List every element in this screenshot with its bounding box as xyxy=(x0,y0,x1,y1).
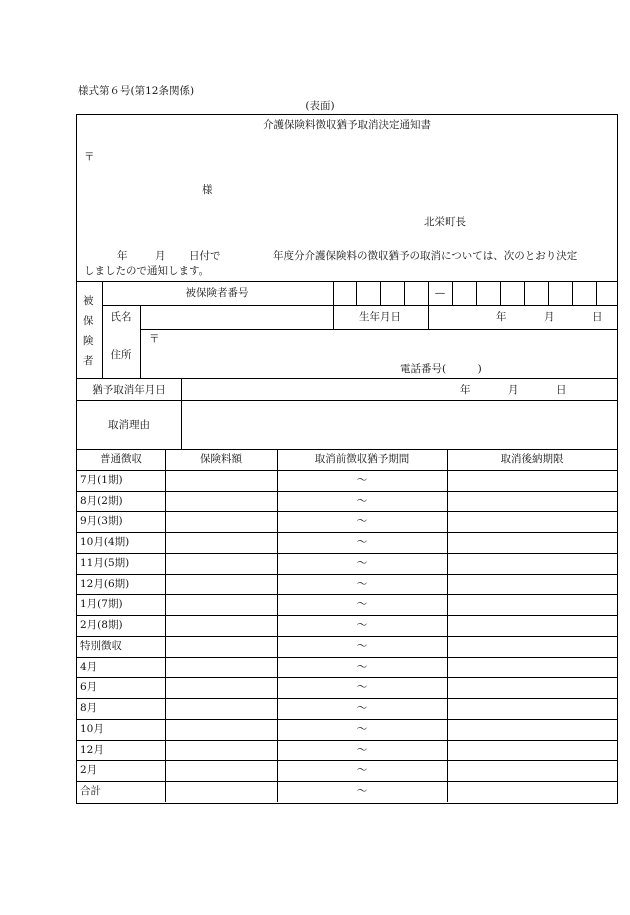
schedule-row-label: 10月(4期) xyxy=(80,536,130,548)
recipient-honorific: 様 xyxy=(202,184,213,196)
schedule-row-label: 2月(8期) xyxy=(80,619,123,631)
notice-form xyxy=(76,114,618,804)
insured-char-2: 保 xyxy=(83,315,94,327)
cancel-month-unit: 月 xyxy=(508,384,519,396)
schedule-row-label: 合計 xyxy=(80,785,101,797)
body-month: 月 xyxy=(155,250,166,262)
schedule-header-2: 取消前徴収猶予期間 xyxy=(314,453,410,465)
schedule-row-label: 10月 xyxy=(80,722,104,735)
insured-char-3: 険 xyxy=(83,335,94,347)
birth-label: 生年月日 xyxy=(359,311,401,323)
cancel-year-unit: 年 xyxy=(460,384,471,396)
schedule-row-label: 12月(6期) xyxy=(80,577,130,590)
body-text-2: しましたので通知します。 xyxy=(84,265,210,277)
body-text: 年度分介護保険料の徴収猶予の取消については、次のとおり決定 xyxy=(273,250,578,262)
name-label: 氏名 xyxy=(110,311,132,323)
period-tilde: ～ xyxy=(356,764,368,777)
insured-char-4: 者 xyxy=(83,355,94,367)
period-tilde: ～ xyxy=(356,494,368,507)
insured-number-label: 被保険者番号 xyxy=(185,287,249,299)
address-label: 住所 xyxy=(110,349,132,361)
period-tilde: ～ xyxy=(356,743,368,756)
phone-label: 電話番号( ) xyxy=(400,363,482,375)
period-tilde: ～ xyxy=(356,619,368,631)
period-tilde: ～ xyxy=(356,702,368,714)
form-number: 様式第６号(第12条関係) xyxy=(78,85,195,97)
schedule-header-3: 取消後納期限 xyxy=(500,453,564,465)
period-tilde: ～ xyxy=(356,639,368,652)
schedule-row-label: 9月(3期) xyxy=(80,515,123,528)
period-tilde: ～ xyxy=(356,722,368,735)
schedule-row-label: 8月(2期) xyxy=(80,494,123,507)
schedule-row-label: 1月(7期) xyxy=(80,598,123,611)
schedule-row-label: 4月 xyxy=(80,660,98,673)
issuer: 北栄町長 xyxy=(424,216,466,228)
cancel-date-label: 猶予取消年月日 xyxy=(92,384,166,396)
birth-day-unit: 日 xyxy=(592,311,603,323)
schedule-row-label: 特別徴収 xyxy=(80,639,122,652)
period-tilde: ～ xyxy=(356,577,368,590)
schedule-row-label: 11月(5期) xyxy=(80,556,130,569)
form-title: 介護保険料徴収猶予取消決定通知書 xyxy=(263,119,431,131)
schedule-row-label: 2月 xyxy=(80,764,98,777)
birth-month-unit: 月 xyxy=(544,311,555,323)
period-tilde: ～ xyxy=(356,515,368,528)
body-year: 年 xyxy=(117,250,128,262)
side-label: (表面) xyxy=(305,100,335,112)
insured-char-1: 被 xyxy=(83,295,94,307)
period-tilde: ～ xyxy=(356,681,368,694)
schedule-header-1: 保険料額 xyxy=(200,453,242,465)
reason-label: 取消理由 xyxy=(108,419,150,431)
birth-year-unit: 年 xyxy=(496,311,507,323)
period-tilde: ～ xyxy=(356,536,368,548)
schedule-row-label: 12月 xyxy=(80,743,104,756)
schedule-header-0: 普通徴収 xyxy=(100,453,142,465)
period-tilde: ～ xyxy=(356,785,368,797)
postal-mark: 〒 xyxy=(84,151,95,163)
body-dated: 日付で xyxy=(189,250,221,262)
address-postal-mark: 〒 xyxy=(149,333,160,345)
cancel-day-unit: 日 xyxy=(556,384,567,396)
period-tilde: ～ xyxy=(356,473,368,486)
period-tilde: ～ xyxy=(356,556,368,569)
insured-number-dash: — xyxy=(434,287,446,299)
schedule-row-label: 6月 xyxy=(80,681,98,694)
period-tilde: ～ xyxy=(356,660,368,673)
schedule-row-label: 8月 xyxy=(80,702,98,714)
period-tilde: ～ xyxy=(356,598,368,611)
schedule-row-label: 7月(1期) xyxy=(80,473,123,486)
